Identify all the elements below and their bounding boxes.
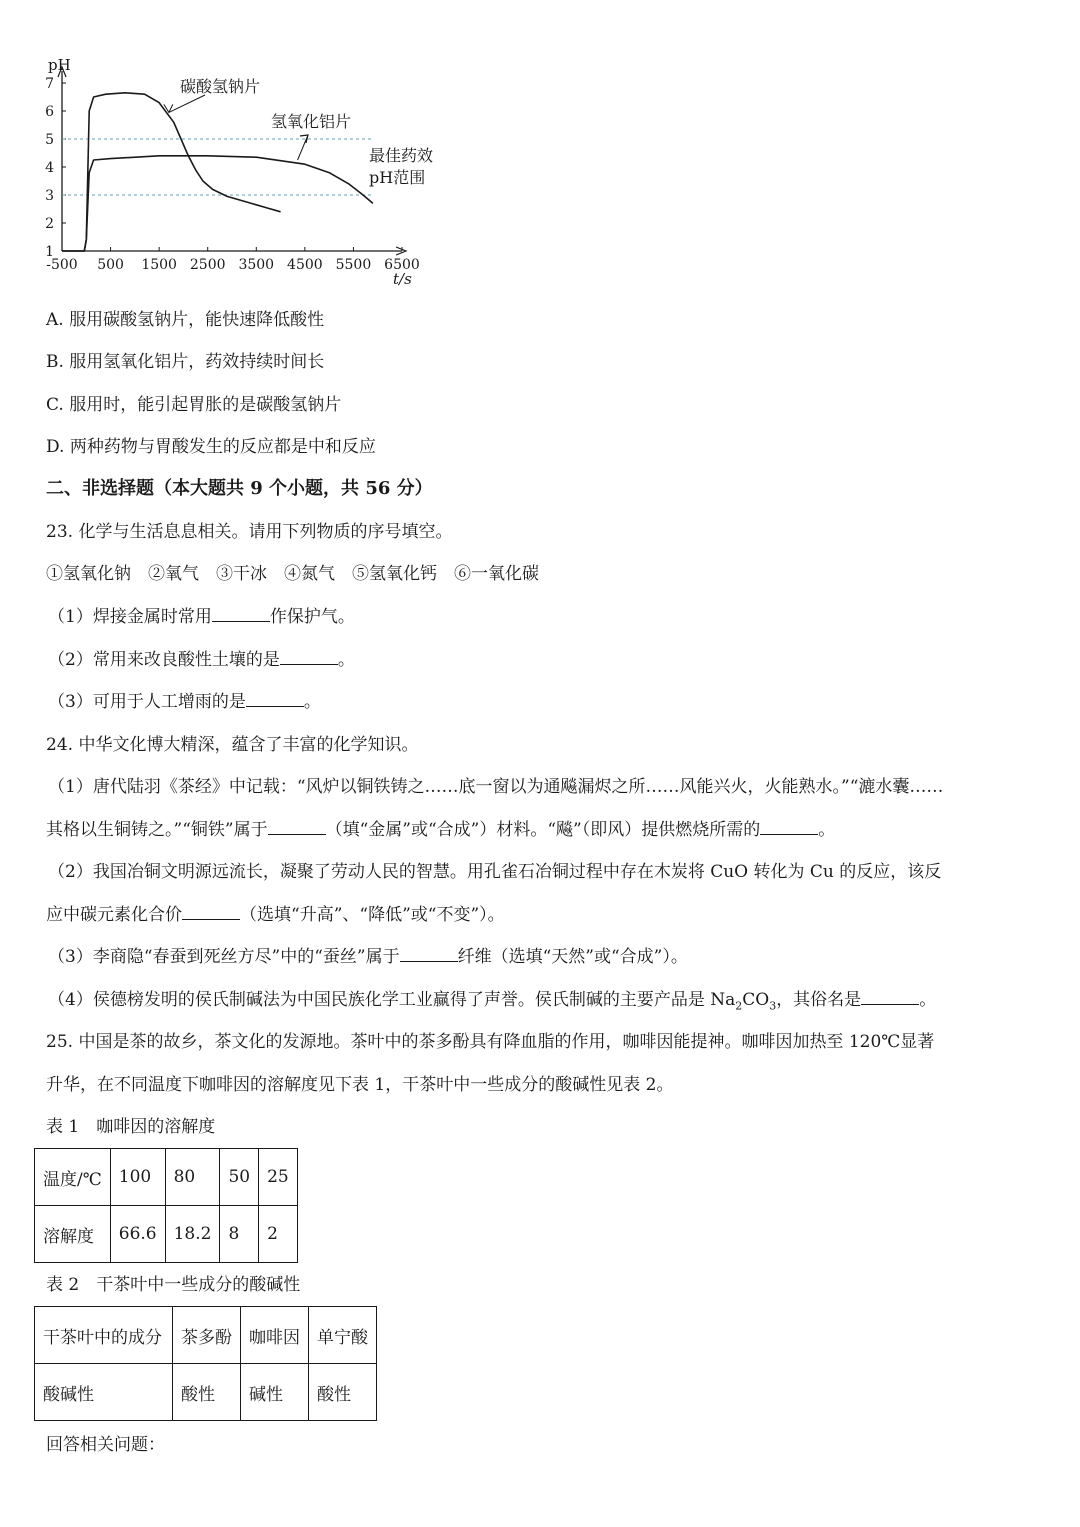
q24-part4-text-c: ，其俗名是 [776,990,862,1010]
series-label-aloh3: 氢氧化铝片 [271,112,352,131]
q25-line1: 25. 中国是茶的故乡，茶文化的发源地。茶叶中的茶多酚具有降血脂的作用，咖啡因能提神。咖啡因加热至 120℃显著 [46,1032,935,1052]
x-tick-label: 3500 [238,257,275,273]
table-cell: 66.6 [110,1206,165,1263]
table-cell: 100 [110,1149,165,1206]
q23-part2-tail: 。 [337,650,355,670]
table-cell: 50 [220,1149,259,1206]
q23-part3-tail: 。 [303,692,321,712]
chart-y-axis-label: pH [48,56,71,74]
q24-part4-text-b: CO [742,990,770,1010]
q24-part2-text-b: （选填“升高”、“降低”或“不变”）。 [240,905,505,925]
q24-part3-text-a: （3）李商隐“春蚕到死丝方尽”中的“蚕丝”属于 [48,947,400,967]
table2-acidity [34,1306,377,1421]
q24-part4-sub2: 3 [769,999,777,1013]
answer-blank[interactable] [280,648,338,665]
optimal-range-label-line2: pH范围 [369,168,426,187]
y-tick-label: 7 [45,76,54,92]
answer-blank[interactable] [182,903,240,920]
q23-part2 [48,648,355,672]
answer-blank[interactable] [212,605,270,622]
section-heading: 二、非选择题（本大题共 9 个小题，共 56 分） [46,478,433,499]
option-a: A. 服用碳酸氢钠片，能快速降低酸性 [46,310,325,330]
table-cell: 咖啡因 [241,1307,309,1364]
q24-part1-text-c: 。 [818,820,836,840]
q24-part1-text-a: 其格以生铜铸之。”“铜铁”属于 [46,820,268,840]
q23-part2-text: （2）常用来改良酸性土壤的是 [48,650,280,670]
answer-blank[interactable] [400,945,458,962]
q24-stem: 24. 中华文化博大精深，蕴含了丰富的化学知识。 [46,735,419,755]
answer-blank[interactable] [861,988,919,1005]
y-tick-label: 6 [45,104,54,120]
q25-line2: 升华，在不同温度下咖啡因的溶解度见下表 1，干茶叶中一些成分的酸碱性见表 2。 [46,1075,674,1095]
answer-blank[interactable] [246,690,304,707]
y-tick-label: 3 [45,188,54,204]
optimal-range-label-line1: 最佳药效 [369,146,434,165]
q24-part4 [48,988,936,1018]
x-tick-label: 2500 [189,257,226,273]
table-cell: 茶多酚 [173,1307,241,1364]
x-tick-label: 6500 [384,257,420,273]
y-tick-label: 4 [45,160,54,176]
q24-part4-text-a: （4）侯德榜发明的侯氏制碱法为中国民族化学工业赢得了声誉。侯氏制碱的主要产品是 Na [48,990,736,1010]
table1-caption: 表 1 咖啡因的溶解度 [46,1117,216,1137]
table-cell: 干茶叶中的成分 [35,1307,173,1364]
q24-part4-sub: 2 [735,999,743,1013]
q24-part4-text-d: 。 [919,990,937,1010]
label-leader-nahco3 [169,95,205,112]
closing-prompt: 回答相关问题： [46,1435,165,1455]
table-row [35,1149,298,1206]
x-tick-label: 1500 [141,257,177,273]
ph-time-chart [40,55,460,295]
q23-part1-text: （1）焊接金属时常用 [48,607,212,627]
x-tick-label: -500 [46,257,78,273]
q23-part1 [48,605,355,629]
table-row [35,1206,298,1263]
table-cell: 酸性 [173,1364,241,1421]
q23-part3-text: （3）可用于人工增雨的是 [48,692,246,712]
q24-part1-line2 [46,818,835,842]
x-tick-label: 4500 [287,257,323,273]
x-tick-label: 5500 [335,257,372,273]
y-tick-label: 5 [45,132,54,148]
table1-caffeine-solubility [34,1148,298,1263]
table-cell: 25 [259,1149,298,1206]
option-d: D. 两种药物与胃酸发生的反应都是中和反应 [46,437,376,457]
chart-axes [45,67,420,273]
q24-part2-text-a: 应中碳元素化合价 [46,905,182,925]
table-cell: 8 [220,1206,259,1263]
table-cell: 温度/℃ [35,1149,111,1206]
option-b: B. 服用氢氧化铝片，药效持续时间长 [46,352,325,372]
q23-part3 [48,690,321,714]
y-tick-label: 2 [45,216,54,232]
series-line-aloh3 [62,156,373,251]
series-line-nahco3 [62,93,281,251]
chart-x-axis-label: t/s [393,270,412,288]
table-cell: 碱性 [241,1364,309,1421]
q24-part1-line1: （1）唐代陆羽《茶经》中记载：“风炉以铜铁铸之……底一窗以为通飚漏烬之所……风能兴火，火能熟水。”“漉水囊…… [48,777,944,797]
answer-blank[interactable] [760,818,818,835]
q24-part2-line2 [46,903,505,927]
q24-part2-line1: （2）我国冶铜文明源远流长，凝聚了劳动人民的智慧。用孔雀石冶铜过程中存在木炭将 CuO 转化为 Cu 的反应，该反 [48,862,942,882]
q24-part1-text-b: （填“金属”或“合成”）材料。“飚”（即风）提供燃烧所需的 [325,820,761,840]
q23-substances: ①氢氧化钠 ②氧气 ③干冰 ④氮气 ⑤氢氧化钙 ⑥一氧化碳 [46,564,539,584]
table-cell: 80 [165,1149,220,1206]
table-cell: 2 [259,1206,298,1263]
q24-part3 [48,945,688,969]
table-cell: 单宁酸 [309,1307,377,1364]
table-cell: 溶解度 [35,1206,111,1263]
q23-stem: 23. 化学与生活息息相关。请用下列物质的序号填空。 [46,522,453,542]
table2-caption: 表 2 干茶叶中一些成分的酸碱性 [46,1275,301,1295]
table-cell: 酸性 [309,1364,377,1421]
y-tick-label: 1 [45,244,54,260]
q24-part3-text-b: 纤维（选填“天然”或“合成”）。 [457,947,688,967]
table-cell: 酸碱性 [35,1364,173,1421]
x-tick-label: 500 [97,257,124,273]
answer-blank[interactable] [268,818,326,835]
q23-part1-tail: 作保护气。 [269,607,355,627]
option-c: C. 服用时，能引起胃胀的是碳酸氢钠片 [46,395,342,415]
table-row [35,1364,377,1421]
table-row [35,1307,377,1364]
series-label-nahco3: 碳酸氢钠片 [180,77,261,96]
table-cell: 18.2 [165,1206,220,1263]
